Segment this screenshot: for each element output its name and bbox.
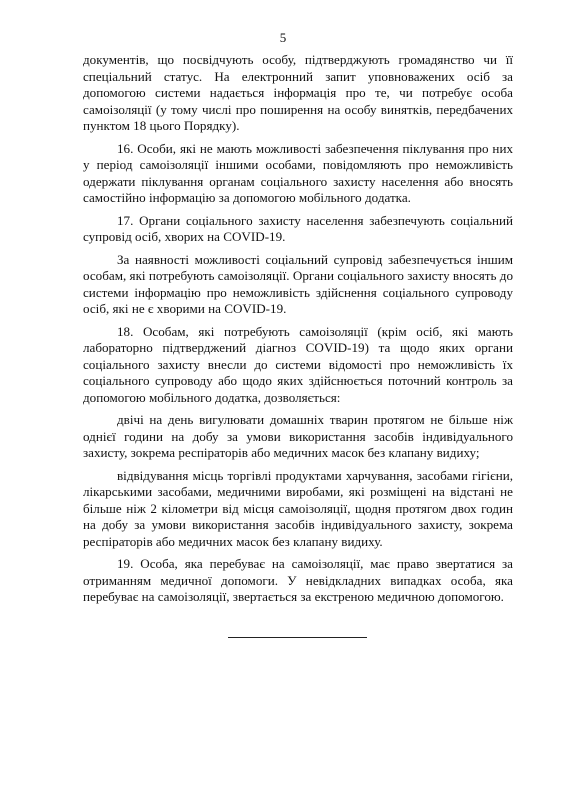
paragraph-17-social-support: За наявності можливості соціальний супровід забезпечується іншим особам, які потребують самоізоляції. Органи соціального захисту вносять до системи інформацію про неможливість здійснення соціального супроводу осіб, які не є хворими на COVID-19.: [83, 251, 513, 316]
paragraph-19: 19. Особа, яка перебуває на самоізоляції, має право звертатися за отриманням медичної допомоги. У невідкладних випадках особа, яка перебуває на самоізоляції, звертається за екстреною медичною допомогою.: [83, 556, 513, 604]
paragraph-18-shopping: відвідування місць торгівлі продуктами харчування, засобами гігієни, лікарськими засобами, медичними виробами, які розміщені на відстані не більше ніж 2 кілометри від місця самоізоляції, щодня протягом двох годин на добу за умови використання засобів індивідуального захисту, зокрема респіраторів або медичних масок без клапану видиху.: [83, 467, 513, 549]
page-number: 5: [279, 30, 287, 45]
document-body: [83, 52, 513, 612]
paragraph-18: 18. Особам, які потребують самоізоляції (крім осіб, які мають лабораторно підтверджений діагноз COVID-19) та щодо яких органи соціального захисту внесли до системи відомості про неможливість їх соціального супроводу або щодо яких здійснюється поточний контроль за допомогою мобільного додатка, дозволяється:: [83, 323, 513, 405]
paragraph-continuation: документів, що посвідчують особу, підтверджують громадянство чи її спеціальний статус. На електронний запит уповноважених осіб за допомогою системи надається інформація про те, чи потребує особа самоізоляції (у тому числі про поширення на особу винятків, передбачених пунктом 18 цього Порядку).: [83, 52, 513, 133]
end-separator-line: [228, 637, 367, 638]
paragraph-17: 17. Органи соціального захисту населення забезпечують соціальний супровід осіб, хворих на COVID-19.: [83, 212, 513, 244]
paragraph-16: 16. Особи, які не мають можливості забезпечення піклування про них у період самоізоляції іншими особами, повідомляють про неможливість одержати піклування органам соціального захисту населення або вносять самостійно інформацію за допомогою мобільного додатка.: [83, 140, 513, 205]
paragraph-18-pet-walking: двічі на день вигулювати домашніх тварин протягом не більше ніж однієї години на добу за умови використання засобів індивідуального захисту, зокрема респіраторів або медичних масок без клапану видиху;: [83, 412, 513, 460]
